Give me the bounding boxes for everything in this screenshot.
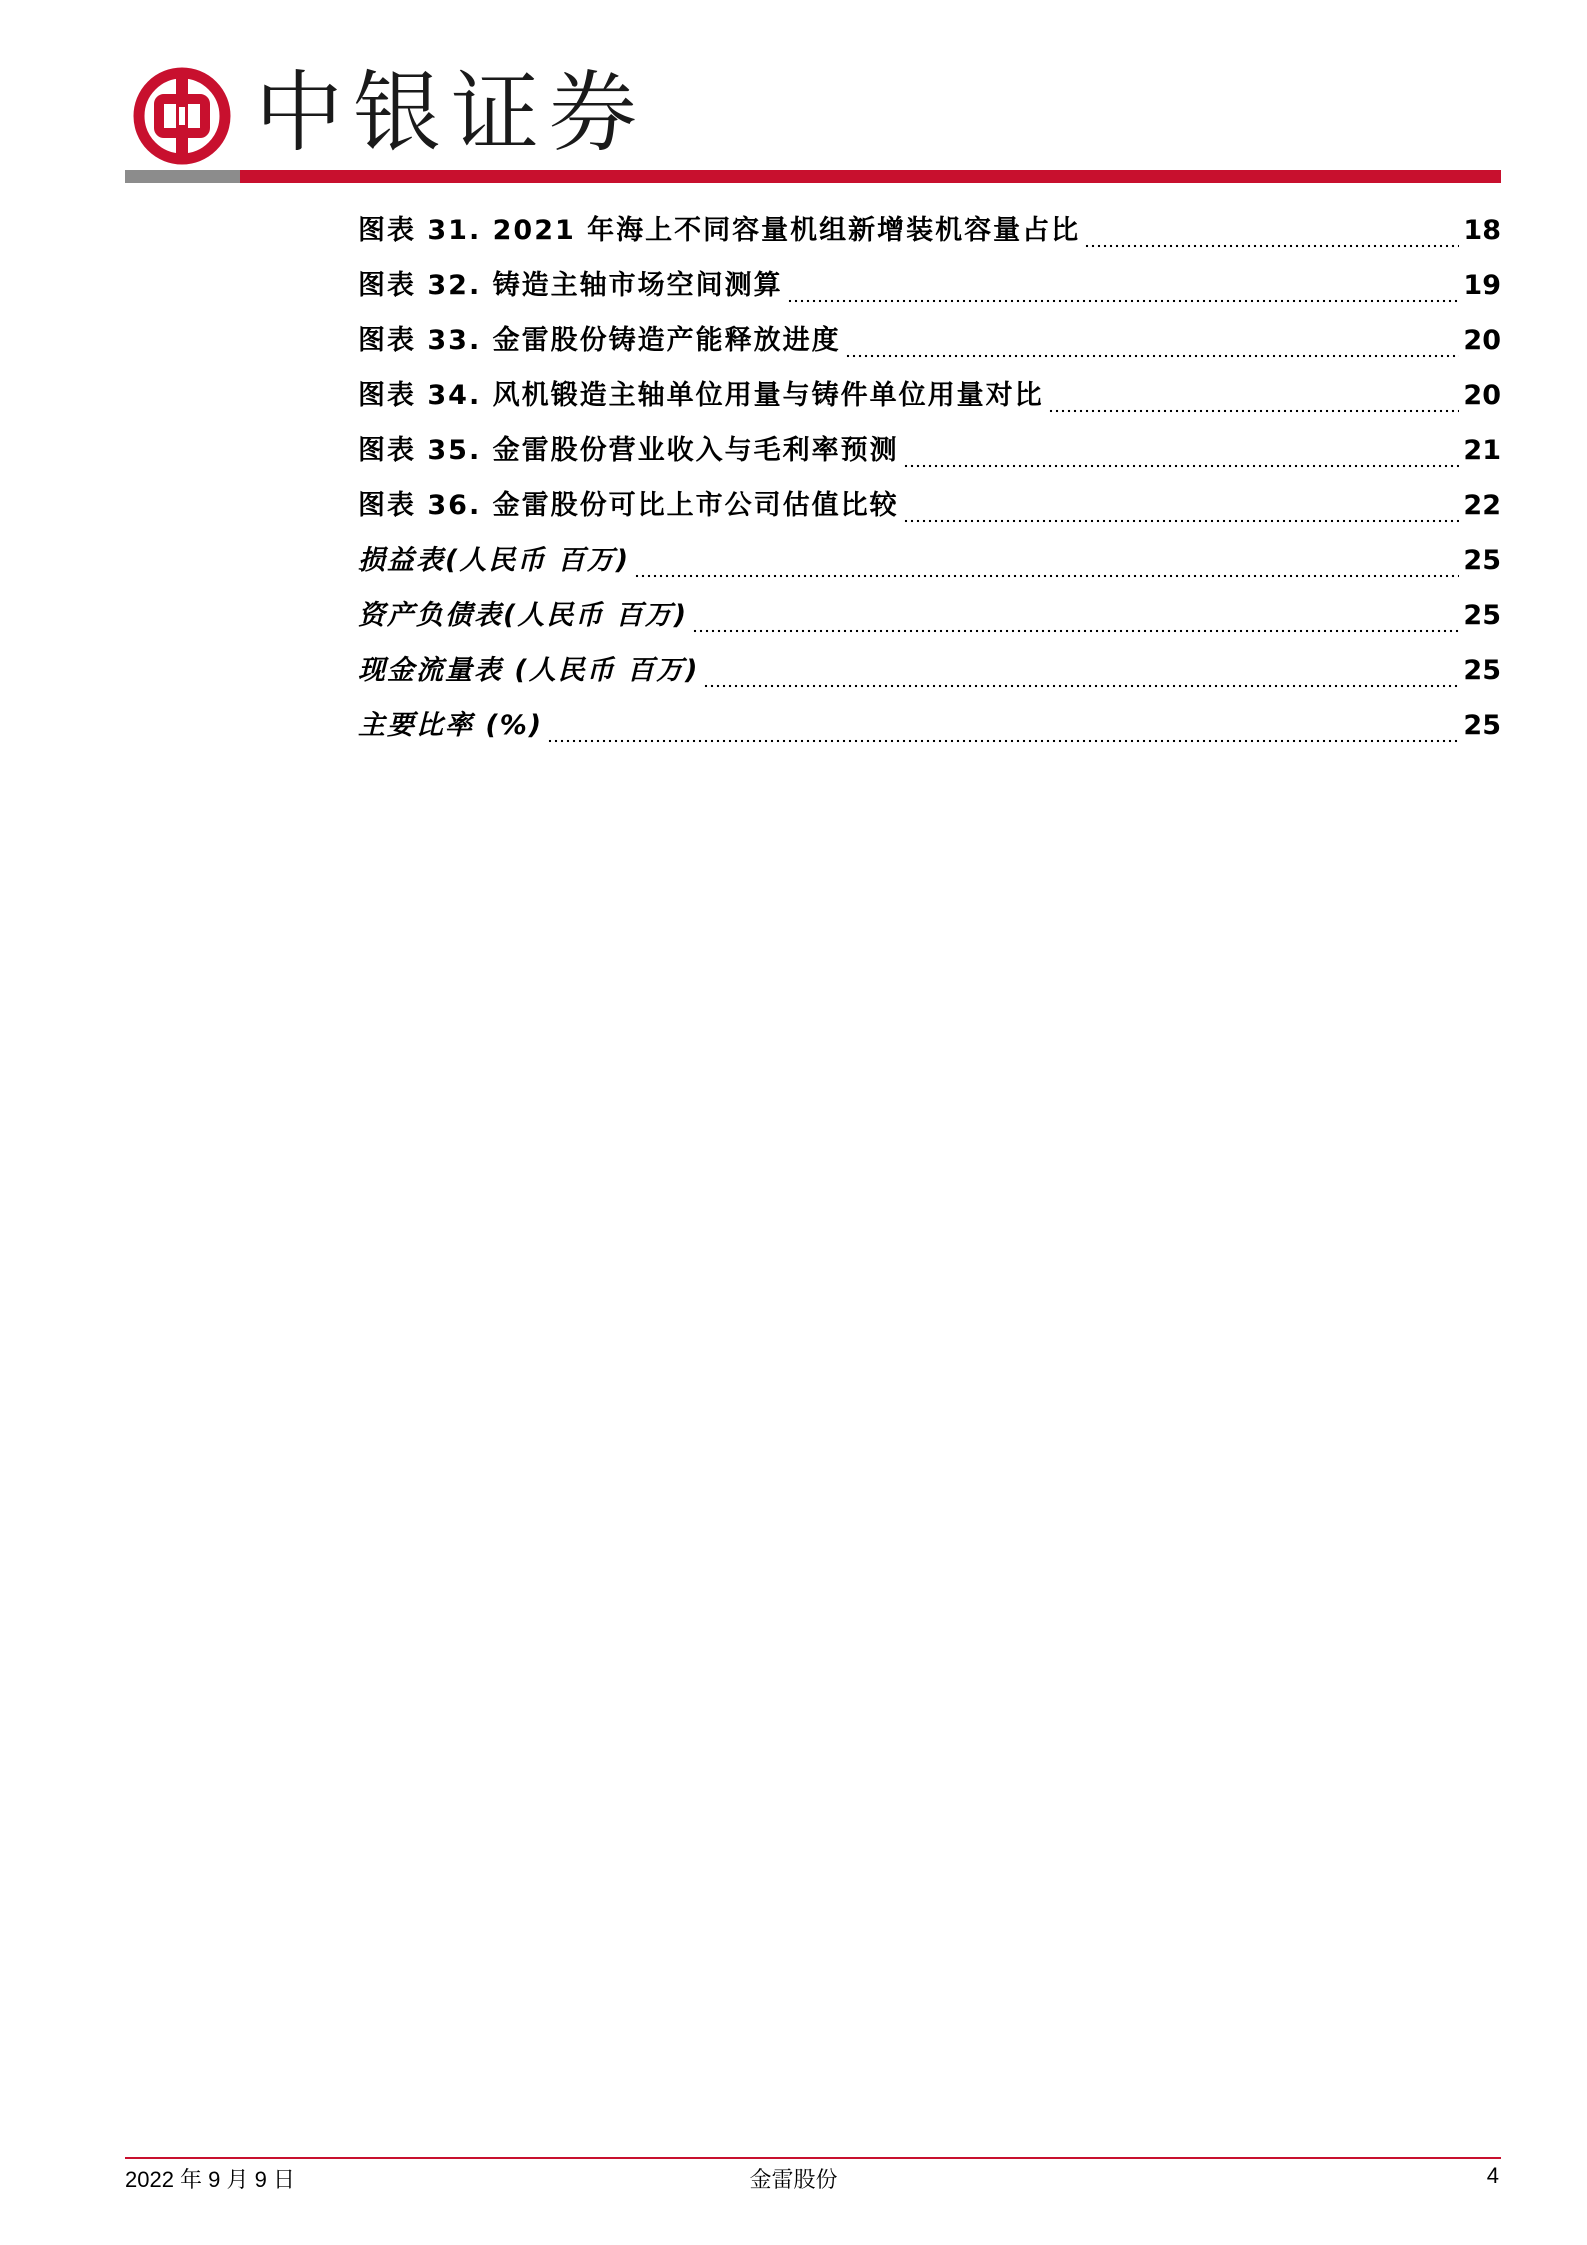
toc-item-page: 25 bbox=[1463, 710, 1501, 741]
toc-dot-leader bbox=[903, 519, 1459, 523]
toc-dot-leader bbox=[692, 629, 1459, 633]
toc-item-title: 图表 34. 风机锻造主轴单位用量与铸件单位用量对比 bbox=[358, 380, 1044, 411]
bank-of-china-logo-icon bbox=[132, 66, 232, 166]
page-header bbox=[0, 0, 1587, 190]
toc-item-page: 21 bbox=[1463, 435, 1501, 466]
toc-item-page: 18 bbox=[1463, 215, 1501, 246]
toc-item-page: 25 bbox=[1463, 600, 1501, 631]
toc-item-page: 19 bbox=[1463, 270, 1501, 301]
toc-item-page: 20 bbox=[1463, 380, 1501, 411]
toc-item-page: 25 bbox=[1463, 545, 1501, 576]
footer-page-number: 4 bbox=[1486, 2163, 1499, 2188]
toc-dot-leader bbox=[903, 464, 1459, 468]
toc-dot-leader bbox=[634, 574, 1459, 578]
toc-item[interactable] bbox=[358, 263, 1501, 318]
toc-item-page: 25 bbox=[1463, 655, 1501, 686]
header-bar-gray bbox=[125, 170, 240, 183]
toc-item-title: 现金流量表 (人民币 百万) bbox=[358, 655, 700, 686]
toc-item-title: 图表 35. 金雷股份营业收入与毛利率预测 bbox=[358, 435, 899, 466]
toc-dot-leader bbox=[845, 354, 1459, 358]
toc-dot-leader bbox=[703, 684, 1459, 688]
toc-item[interactable] bbox=[358, 538, 1501, 593]
table-of-figures bbox=[358, 208, 1501, 758]
toc-item-page: 20 bbox=[1463, 325, 1501, 356]
toc-item[interactable] bbox=[358, 208, 1501, 263]
toc-dot-leader bbox=[547, 739, 1459, 743]
footer-rule bbox=[125, 2157, 1501, 2159]
toc-item[interactable] bbox=[358, 483, 1501, 538]
toc-item[interactable] bbox=[358, 318, 1501, 373]
toc-item[interactable] bbox=[358, 428, 1501, 483]
toc-item-title: 图表 33. 金雷股份铸造产能释放进度 bbox=[358, 325, 841, 356]
toc-item-title: 图表 31. 2021 年海上不同容量机组新增装机容量占比 bbox=[358, 215, 1081, 246]
toc-dot-leader bbox=[787, 299, 1459, 303]
toc-item-title: 资产负债表(人民币 百万) bbox=[358, 600, 689, 631]
header-bar-red bbox=[240, 170, 1501, 183]
footer-company: 金雷股份 bbox=[749, 2168, 838, 2193]
brand-name: 中银证券 bbox=[255, 61, 648, 164]
toc-item-title: 主要比率 (%) bbox=[358, 710, 544, 741]
toc-item[interactable] bbox=[358, 703, 1501, 758]
toc-item[interactable] bbox=[358, 373, 1501, 428]
toc-item-title: 图表 36. 金雷股份可比上市公司估值比较 bbox=[358, 490, 899, 521]
toc-item[interactable] bbox=[358, 593, 1501, 648]
toc-dot-leader bbox=[1048, 409, 1459, 413]
toc-item-title: 损益表(人民币 百万) bbox=[358, 545, 631, 576]
toc-item-page: 22 bbox=[1463, 490, 1501, 521]
toc-dot-leader bbox=[1084, 244, 1459, 248]
toc-item-title: 图表 32. 铸造主轴市场空间测算 bbox=[358, 270, 783, 301]
footer-date: 2022 年 9 月 9 日 bbox=[125, 2167, 295, 2192]
toc-item[interactable] bbox=[358, 648, 1501, 703]
